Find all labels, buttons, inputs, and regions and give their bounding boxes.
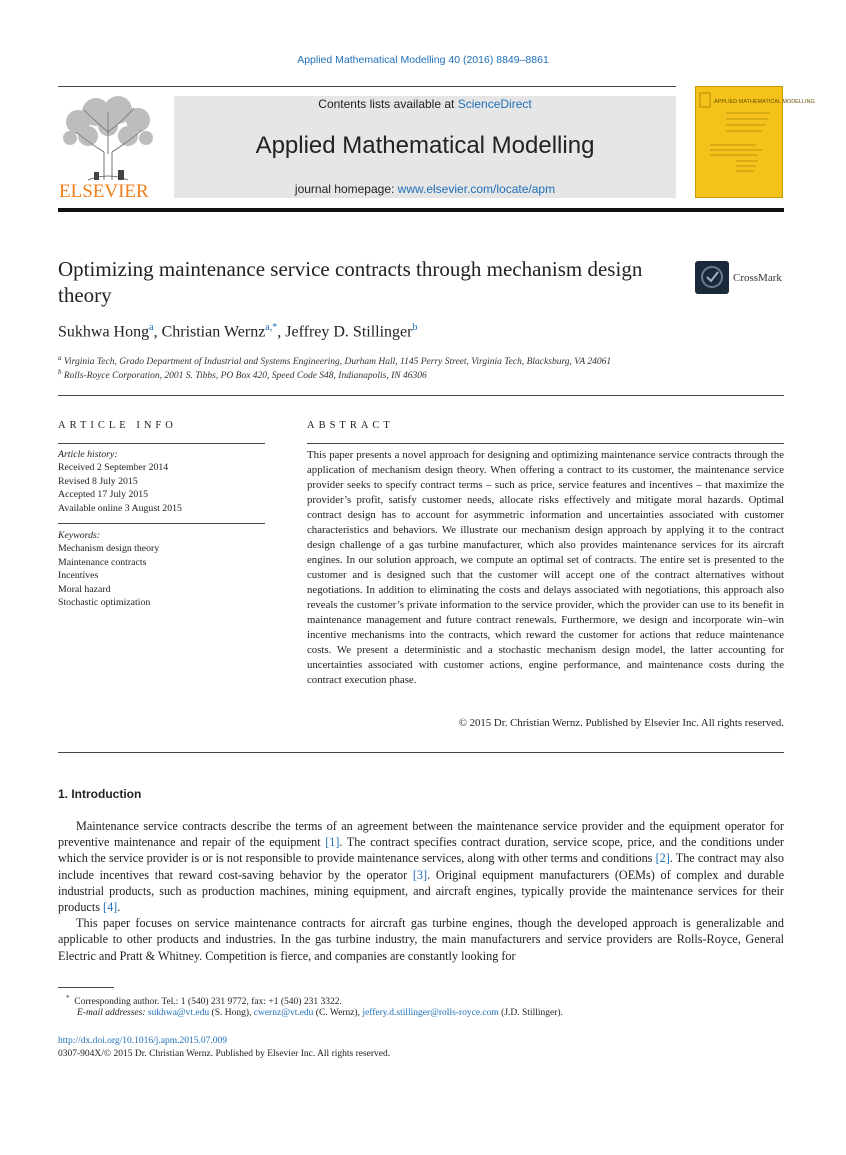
journal-title: Applied Mathematical Modelling <box>255 132 595 159</box>
author-affil-mark[interactable]: b <box>412 322 418 333</box>
keyword-item: Moral hazard <box>58 583 111 595</box>
journal-homepage: journal homepage: www.elsevier.com/locate/apm <box>294 182 556 196</box>
elsevier-logo <box>58 92 158 202</box>
keywords-label: Keywords: <box>58 530 101 541</box>
email-link[interactable]: sukhwa@vt.edu <box>147 1008 210 1018</box>
keyword-item: Stochastic optimization <box>58 597 151 609</box>
history-item: Revised 8 July 2015 <box>58 475 138 487</box>
abstract-rule <box>307 443 784 444</box>
article-info-rule <box>58 443 265 444</box>
author-name: Jeffrey D. Stillinger <box>285 323 413 341</box>
reference-link[interactable]: [2] <box>655 851 670 866</box>
author-list: Sukhwa Hong$^a$, Christian Wernz$^{a,*}$, Jeffrey D. Stillinger$^b$ <box>58 322 418 341</box>
elsevier-wordmark: ELSEVIER <box>59 181 149 202</box>
affiliation-a: $^a$ Virginia Tech, Grado Department of Industrial and Systems Engineering, Durham Hall, 1145 Perry Street, Virginia Tech, Blacksburg, VA 24061 <box>58 354 612 368</box>
sciencedirect-link[interactable]: ScienceDirect <box>457 97 532 111</box>
issn-copyright: 0307-904X/© 2015 Dr. Christian Wernz. Published by Elsevier Inc. All rights reserved. <box>58 1049 391 1059</box>
journal-citation[interactable]: Applied Mathematical Modelling 40 (2016) 8849–8861 <box>297 54 549 66</box>
email-footnote: E-mail addresses: sukhwa@vt.edu (S. Hong), cwernz@vt.edu (C. Wernz), jeffery.d.stillinger@rolls-royce.com (J.D. Stillinger). <box>77 1008 563 1018</box>
abstract-text: This paper presents a novel approach for designing and optimizing maintenance service contracts through the application of mechanism design theory. When offering a contract to its customer, the maintenance service provider seeks to specify contract terms – such as price, service features and incentives – that maximize the provider’s profit, satisfy customer needs, allocate risks effectively and mitigate moral hazards. Optimal contract design has to account for asymmetric information and uncertainties associated with customer characteristics and behaviors. We illustrate our mechanism design approach by applying it to the contract design challenge of a gas turbine manufacturer, which also provides maintenance services for its aircraft engines. In our solution approach, we compute an optimal set of contracts. The entire set is presented to the customer and is designed such that the customer will accept one of the contract alternatives without negotiations. In addition to eliminating the costs and delays associated with negotiations, this approach also reveals the customer’s private information to the service provider, which the provider can use to its benefit in maintenance management and future contract renewals. Furthermore, we design and incorporate win–win incentive mechanisms into the contracts, which reward the customer for actions that reduce maintenance costs. We present a deterministic and a stochastic mechanism design model, the latter accounting for uncertainties associated with customer actions, engine performance, and maintenance costs during the contract execution phase. <box>307 449 784 686</box>
author-affil-mark[interactable]: a <box>149 322 154 333</box>
crossmark-label[interactable]: CrossMark <box>733 272 782 284</box>
reference-link[interactable]: [3] <box>412 867 428 882</box>
author-affil-mark[interactable]: a,* <box>265 322 278 333</box>
reference-link[interactable]: [4] <box>103 900 118 915</box>
section-heading-introduction: 1. Introduction <box>58 787 142 801</box>
reference-link[interactable]: [1] <box>325 835 340 850</box>
abstract-copyright: © 2015 Dr. Christian Wernz. Published by Elsevier Inc. All rights reserved. <box>458 717 784 729</box>
header-thick-rule <box>58 208 784 212</box>
keywords <box>58 529 268 609</box>
contents-line: Contents lists available at ScienceDirect <box>318 97 532 111</box>
corresponding-author-footnote: * Corresponding author. Tel.: 1 (540) 231 9772, fax: +1 (540) 231 3322. <box>66 994 342 1008</box>
journal-cover-art <box>696 87 815 197</box>
affiliation-rule <box>58 395 784 396</box>
keyword-item: Incentives <box>58 570 99 582</box>
history-label: Article history: <box>58 449 118 460</box>
intro-paragraph-2: This paper focuses on service maintenance contracts for aircraft gas turbine engines, though the developed approach is generalizable and applicable to other products and industries. In the gas turbine industry, the main manufacturers and service providers are Rolls-Royce, General Electric and Pratt & Whitney. Competition is fierce, and companies are constantly looking for <box>58 916 784 963</box>
footnote-rule <box>58 987 114 988</box>
article-info-heading: ARTICLE INFO <box>58 420 177 431</box>
homepage-link[interactable]: www.elsevier.com/locate/apm <box>397 182 556 196</box>
abstract-bottom-rule <box>58 752 784 753</box>
header-top-rule <box>58 86 676 87</box>
abstract-heading: ABSTRACT <box>307 420 394 431</box>
journal-cover-thumbnail[interactable] <box>695 86 815 198</box>
history-item: Available online 3 August 2015 <box>58 502 182 514</box>
author-name: Christian Wernz <box>161 323 266 341</box>
elsevier-tree-icon <box>58 92 158 202</box>
history-item: Accepted 17 July 2015 <box>58 489 149 501</box>
email-link[interactable]: jeffery.d.stillinger@rolls-royce.com <box>362 1008 499 1018</box>
email-link[interactable]: cwernz@vt.edu <box>253 1008 314 1018</box>
doi-link[interactable]: http://dx.doi.org/10.1016/j.apm.2015.07.009 <box>58 1036 227 1046</box>
keywords-rule <box>58 523 265 524</box>
keyword-item: Mechanism design theory <box>58 543 160 555</box>
introduction-body <box>58 818 784 964</box>
crossmark-icon[interactable] <box>695 261 729 294</box>
history-item: Received 2 September 2014 <box>58 462 169 474</box>
article-history <box>58 448 268 515</box>
intro-paragraph-1: Maintenance service contracts describe the terms of an agreement between the maintenance service provider and the equipment operator for preventive maintenance and repair of the equipment [1]. The contract specifies contract duration, service scope, price, and the conditions under which the service provider is or is not responsible to provide maintenance services, along with other terms and conditions [2]. The contract may also include incentives that reward cost-saving behavior by the operator [3]. Original equipment manufacturers (OEMs) of complex and durable industrial products, such as production machines, mining equipment, and aircraft engines, typically provide the maintenance services for their products [4]. <box>58 819 785 915</box>
affiliation-b: $^b$ Rolls-Royce Corporation, 2001 S. Tibbs, PO Box 420, Speed Code S48, Indianapolis, IN 46306 <box>58 368 427 382</box>
article-title: Optimizing maintenance service contracts through mechanism design theory <box>58 257 643 307</box>
svg-text:APPLIED MATHEMATICAL MODELLING: APPLIED MATHEMATICAL MODELLING <box>714 99 815 105</box>
keyword-item: Maintenance contracts <box>58 556 147 568</box>
author-name: Sukhwa Hong <box>58 323 150 341</box>
